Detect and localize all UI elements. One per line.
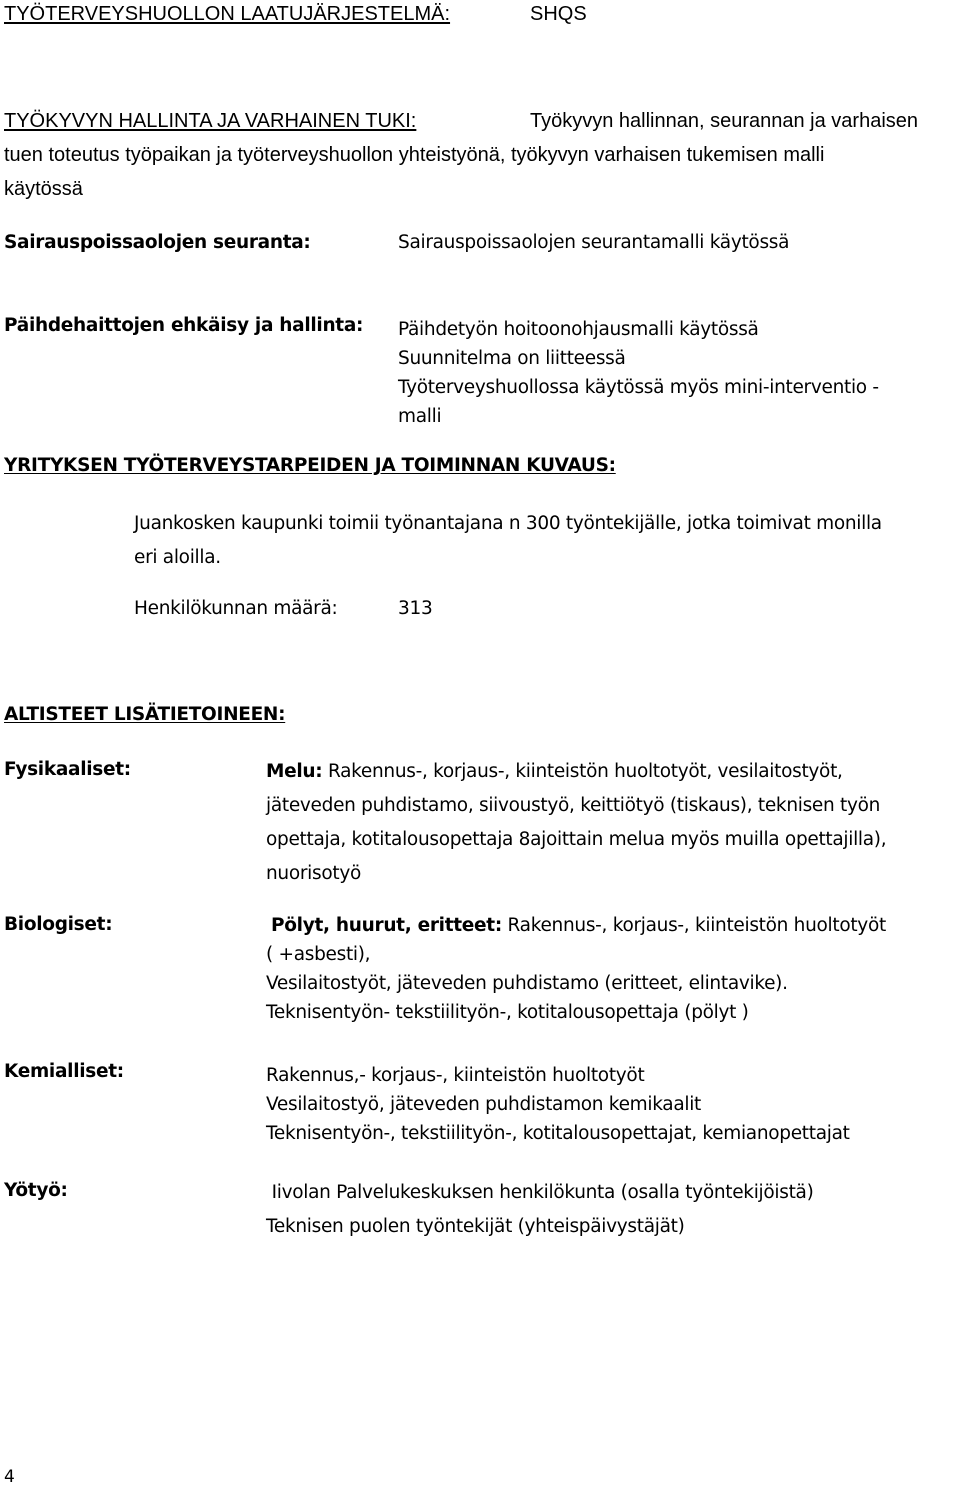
sick-leave-value: Sairauspoissaolojen seurantamalli käytössä — [398, 232, 790, 253]
substance-line: Päihdetyön hoitoonohjausmalli käytössä — [398, 319, 759, 340]
physical-line — [266, 755, 886, 789]
workability-line1: Työkyvyn hallinnan, seurannan ja varhaisen — [530, 110, 919, 132]
staff-count-label: Henkilökunnan määrä: — [134, 598, 338, 619]
biological-line-rest: Rakennus-, korjaus-, kiinteistön huoltotyöt — [501, 915, 886, 936]
workability-line3: käytössä — [4, 178, 83, 200]
workability-line2: tuen toteutus työpaikan ja työterveyshuollon yhteistyönä, työkyvyn varhaisen tukemisen malli — [4, 144, 825, 166]
company-desc-line: eri aloilla. — [134, 547, 221, 568]
physical-line: opettaja, kotitalousopettaja 8ajoittain melua myös muilla opettajilla), — [266, 829, 887, 850]
quality-system-value: SHQS — [530, 3, 587, 25]
substance-line: Työterveyshuollossa käytössä myös mini-interventio - — [398, 377, 879, 398]
night-work-line: Iivolan Palvelukeskuksen henkilökunta (osalla työntekijöistä) — [266, 1182, 814, 1203]
biological-line: Teknisentyön- tekstiilityön-, kotitalousopettaja (pölyt ) — [266, 1002, 749, 1023]
chemical-details — [266, 1061, 850, 1148]
biological-details — [266, 911, 886, 1027]
chemical-line: Teknisentyön-, tekstiilityön-, kotitalousopettajat, kemianopettajat — [266, 1123, 850, 1144]
chemical-line: Rakennus,- korjaus-, kiinteistön huoltotyöt — [266, 1065, 645, 1086]
physical-label: Fysikaaliset: — [4, 759, 131, 780]
chemical-line: Vesilaitostyö, jäteveden puhdistamon kemikaalit — [266, 1094, 702, 1115]
biological-line — [266, 911, 886, 940]
substance-label: Päihdehaittojen ehkäisy ja hallinta: — [4, 315, 364, 336]
page-number: 4 — [4, 1467, 15, 1487]
company-description — [134, 507, 882, 575]
physical-line: nuorisotyö — [266, 863, 361, 884]
physical-details — [266, 755, 886, 891]
company-heading: YRITYKSEN TYÖTERVEYSTARPEIDEN JA TOIMINNAN KUVAUS: — [4, 455, 616, 476]
substance-line: malli — [398, 406, 442, 427]
substance-line: Suunnitelma on liitteessä — [398, 348, 626, 369]
substance-details — [398, 315, 879, 431]
quality-system-label: TYÖTERVEYSHUOLLON LAATUJÄRJESTELMÄ: — [4, 3, 451, 25]
physical-line-rest: Rakennus-, korjaus-, kiinteistön huoltotyöt, vesilaitostyöt, — [322, 761, 843, 782]
night-work-label: Yötyö: — [4, 1180, 68, 1201]
sick-leave-label: Sairauspoissaolojen seuranta: — [4, 232, 311, 253]
company-desc-line: Juankosken kaupunki toimii työnantajana n 300 työntekijälle, jotka toimivat monilla — [134, 513, 882, 534]
dust-label: Pölyt, huurut, eritteet: — [271, 915, 502, 936]
night-work-line: Teknisen puolen työntekijät (yhteispäivystäjät) — [266, 1216, 685, 1237]
biological-label: Biologiset: — [4, 914, 113, 935]
biological-line: Vesilaitostyöt, jäteveden puhdistamo (eritteet, elintavike). — [266, 973, 788, 994]
physical-line: jäteveden puhdistamo, siivoustyö, keittiötyö (tiskaus), teknisen työn — [266, 795, 881, 816]
night-work-details — [266, 1176, 814, 1244]
biological-line: ( +asbesti), — [266, 944, 371, 965]
chemical-label: Kemialliset: — [4, 1061, 124, 1082]
workability-label: TYÖKYVYN HALLINTA JA VARHAINEN TUKI: — [4, 110, 417, 132]
noise-label: Melu: — [266, 761, 323, 782]
exposures-heading: ALTISTEET LISÄTIETOINEEN: — [4, 704, 286, 725]
staff-count-value: 313 — [398, 598, 433, 619]
